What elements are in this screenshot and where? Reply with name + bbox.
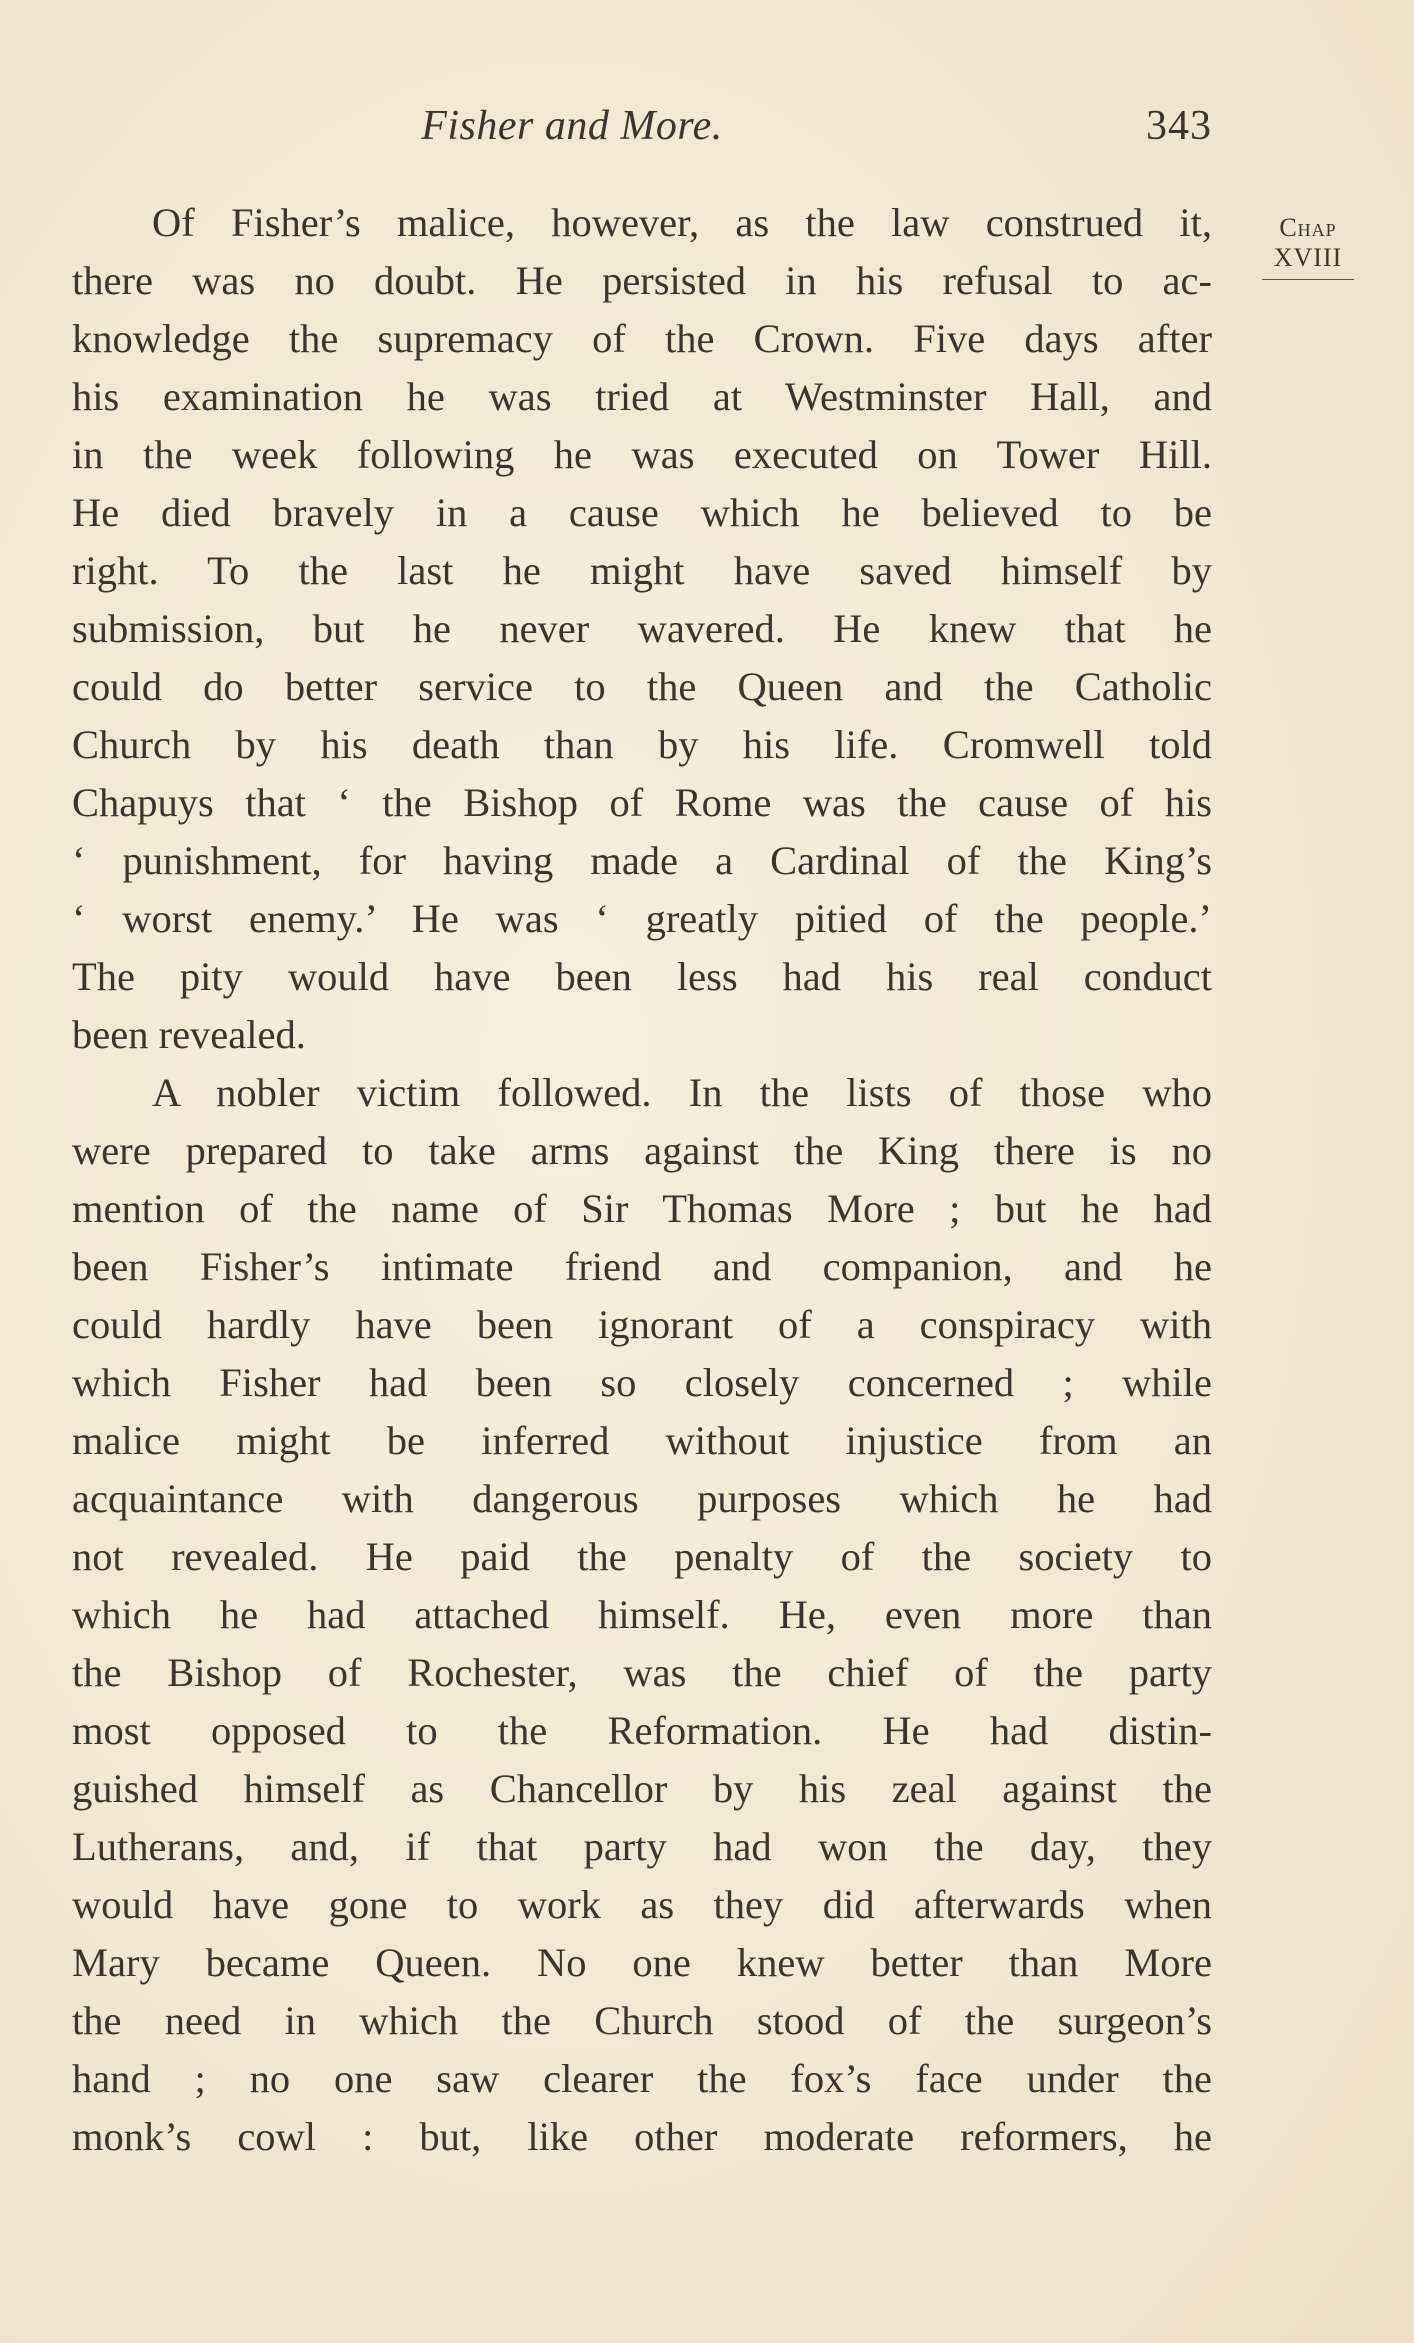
running-title: Fisher and More. bbox=[421, 103, 723, 149]
text-line: The pity would have been less had his real conduct bbox=[72, 954, 1212, 999]
text-line: monk’s cowl : but, like other moderate reformers, he bbox=[72, 2114, 1212, 2159]
text-line: Church by his death than by his life. Cromwell told bbox=[72, 722, 1212, 767]
chapter-margin-note bbox=[1262, 213, 1354, 280]
text-line: guished himself as Chancellor by his zeal against the bbox=[72, 1766, 1212, 1811]
text-line: not revealed. He paid the penalty of the society to bbox=[72, 1534, 1212, 1579]
text-line: would have gone to work as they did afterwards when bbox=[72, 1882, 1212, 1927]
text-line: A nobler victim followed. In the lists of those who bbox=[152, 1070, 1212, 1115]
text-line: hand ; no one saw clearer the fox’s face under the bbox=[72, 2056, 1212, 2101]
text-line: the need in which the Church stood of the surgeon’s bbox=[72, 1998, 1212, 2043]
text-line: knowledge the supremacy of the Crown. Five days after bbox=[72, 316, 1212, 361]
text-line: submission, but he never wavered. He knew that he bbox=[72, 606, 1212, 651]
text-line: Of Fisher’s malice, however, as the law construed it, bbox=[152, 200, 1212, 245]
text-line: He died bravely in a cause which he believed to be bbox=[72, 490, 1212, 535]
text-line: could hardly have been ignorant of a conspiracy with bbox=[72, 1302, 1212, 1347]
text-line: could do better service to the Queen and the Catholic bbox=[72, 664, 1212, 709]
text-line: Chapuys that ‘ the Bishop of Rome was the cause of his bbox=[72, 780, 1212, 825]
text-line: ‘ punishment, for having made a Cardinal of the King’s bbox=[72, 838, 1212, 883]
text-line: were prepared to take arms against the King there is no bbox=[72, 1128, 1212, 1173]
chapter-label: Chap bbox=[1279, 213, 1337, 242]
text-line: ‘ worst enemy.’ He was ‘ greatly pitied of the people.’ bbox=[72, 896, 1212, 941]
running-head bbox=[72, 102, 1212, 162]
margin-rule bbox=[1262, 279, 1354, 280]
text-line: there was no doubt. He persisted in his refusal to ac- bbox=[72, 258, 1212, 303]
text-line: which he had attached himself. He, even more than bbox=[72, 1592, 1212, 1637]
text-line: been Fisher’s intimate friend and companion, and he bbox=[72, 1244, 1212, 1289]
text-line: in the week following he was executed on Tower Hill. bbox=[72, 432, 1212, 477]
text-line: which Fisher had been so closely concerned ; while bbox=[72, 1360, 1212, 1405]
page-number: 343 bbox=[1146, 103, 1212, 149]
text-line: acquaintance with dangerous purposes which he had bbox=[72, 1476, 1212, 1521]
text-line: Lutherans, and, if that party had won the day, they bbox=[72, 1824, 1212, 1869]
text-line: mention of the name of Sir Thomas More ; but he had bbox=[72, 1186, 1212, 1231]
chapter-number: XVIII bbox=[1273, 243, 1343, 272]
text-line: right. To the last he might have saved himself by bbox=[72, 548, 1212, 593]
text-line: most opposed to the Reformation. He had distin- bbox=[72, 1708, 1212, 1753]
text-line: Mary became Queen. No one knew better than More bbox=[72, 1940, 1212, 1985]
text-line: malice might be inferred without injustice from an bbox=[72, 1418, 1212, 1463]
text-line: the Bishop of Rochester, was the chief of the party bbox=[72, 1650, 1212, 1695]
text-line: his examination he was tried at Westminster Hall, and bbox=[72, 374, 1212, 419]
text-line: been revealed. bbox=[72, 1012, 306, 1057]
body-text bbox=[72, 194, 1212, 2166]
